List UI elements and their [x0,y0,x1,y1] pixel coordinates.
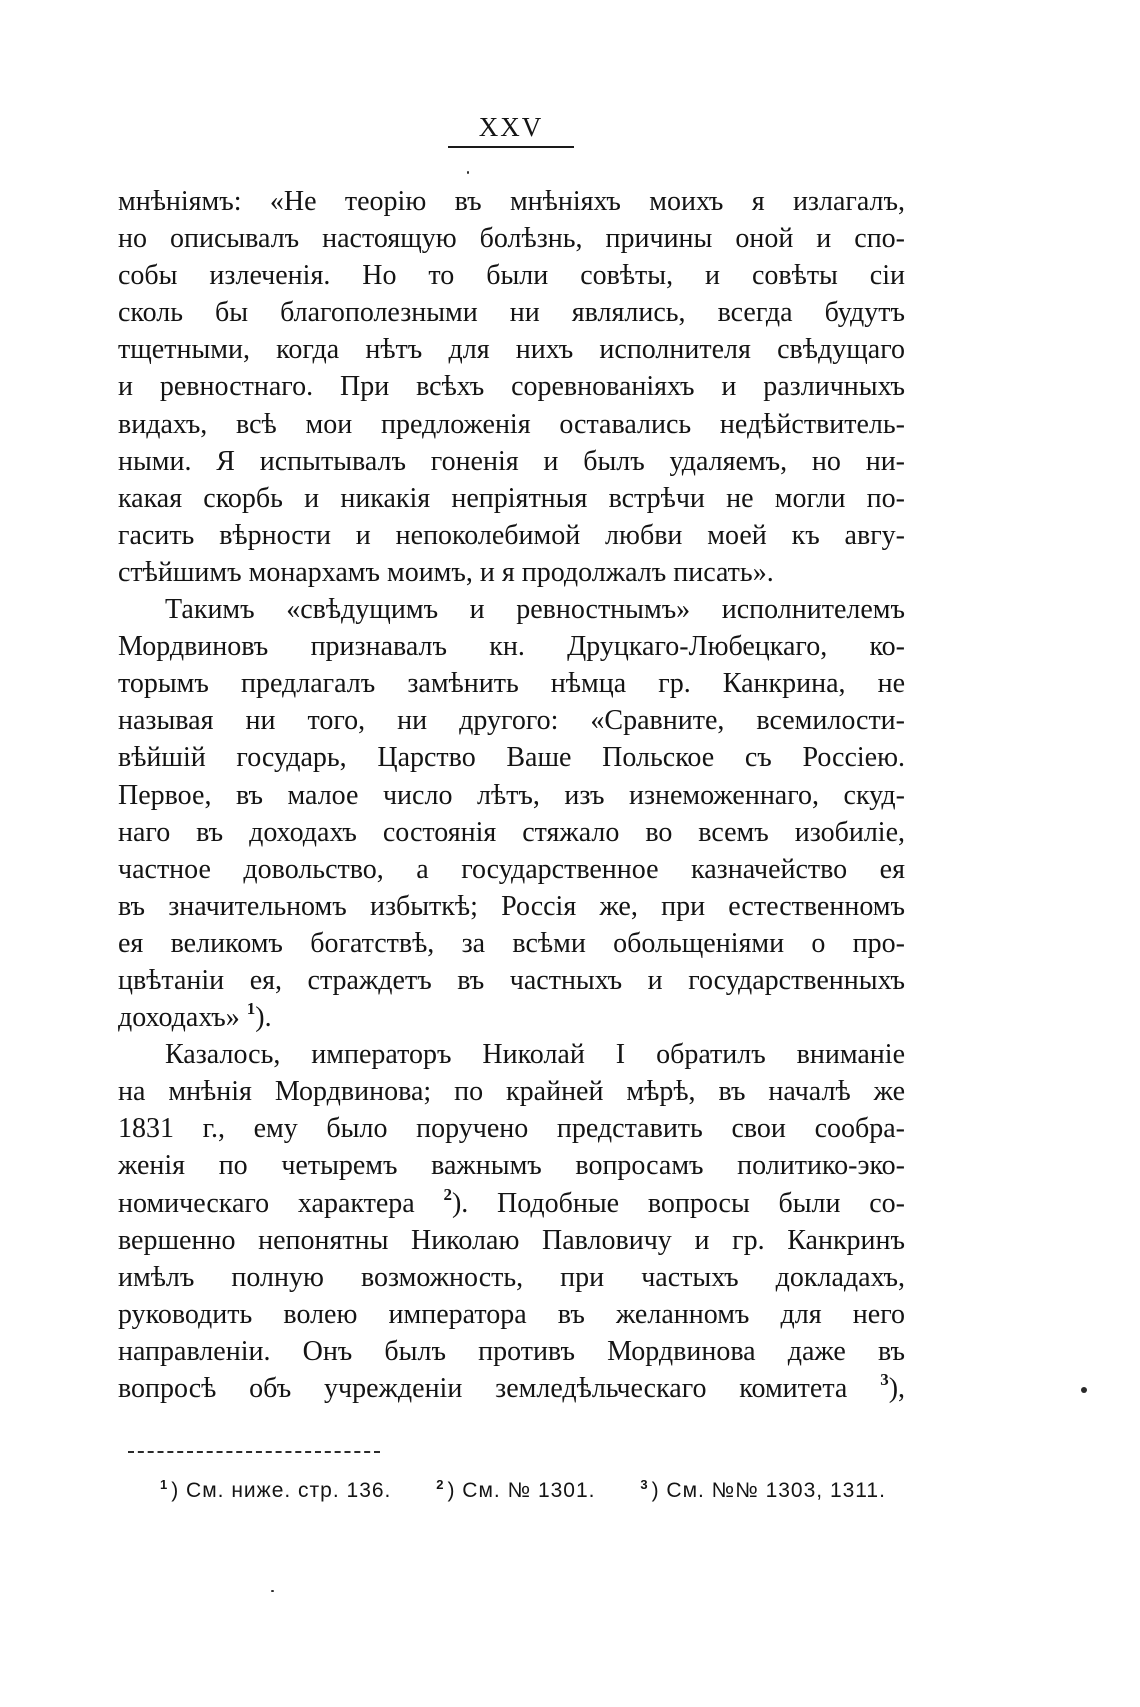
text-line: но описывалъ настоящую болѣзнь, причины оной и спо- [118,223,905,255]
text-line: вершенно непонятны Николаю Павловичу и гр. Канкринъ [118,1224,905,1256]
text-line: собы излеченія. Но то были совѣты, и совѣты сіи [118,260,905,292]
text-line: какая скорбь и никакія непріятныя встрѣчи не могли по- [118,482,905,514]
text-line: частное довольство, а государственное казначейство ея [118,853,905,885]
text-fragment: ). [255,1002,272,1034]
text-line: торымъ предлагалъ замѣнить нѣмца гр. Канкрина, не [118,668,905,700]
text-line: называя ни того, ни другого: «Сравните, всемилости- [118,705,905,737]
footnote-mark: 2 [436,1477,445,1492]
page-number: XXV [478,112,544,142]
text-line: Такимъ «свѣдущимъ и ревностнымъ» исполнителемъ [165,594,905,626]
text-line: Мордвиновъ признавалъ кн. Друцкаго-Любецкаго, ко- [118,631,905,663]
text-line: вѣйшій государь, Царство Ваше Польское съ Россіею. [118,742,905,774]
footnotes [160,1476,905,1506]
text-line: стѣйшимъ монархамъ моимъ, и я продолжалъ писать». [118,556,774,588]
text-fragment: вопросѣ объ учрежденіи земледѣльческаго комитета [118,1373,848,1404]
text-line: мнѣніямъ: «Не теорію въ мнѣніяхъ моихъ я излагалъ, [118,186,905,217]
text-line: ея великомъ богатствѣ, за всѣми обольщеніями о про- [118,927,905,959]
footnote-mark: 3 [640,1477,649,1492]
text-line: направленіи. Онъ былъ противъ Мордвинова даже въ [118,1335,905,1367]
text-line: наго въ доходахъ состоянія стяжало во всемъ изобиліе, [118,816,905,848]
footnote-text: ) См. №№ 1303, 1311. [651,1479,886,1502]
text-line: гасить вѣрности и непоколебимой любви моей къ авгу- [118,519,905,551]
text-line: Первое, въ малое число лѣтъ, изъ изнеможеннаго, скуд- [118,779,905,811]
footnote-text: ) См. ниже. стр. 136. [171,1479,392,1502]
footnote-2 [436,1476,595,1506]
footnote-separator [128,1451,380,1453]
text-line: имѣлъ полную возможность, при частыхъ докладахъ, [118,1261,905,1293]
text-line: въ значительномъ избыткѣ; Россія же, при естественномъ [118,890,905,922]
text-line: Казалось, императоръ Николай I обратилъ вниманіе [165,1039,905,1071]
text-line: видахъ, всѣ мои предложенія оставались недѣйствитель- [118,408,905,440]
text-block [118,183,905,1407]
scan-speck [467,171,469,174]
footnote-reference[interactable]: 1 [246,999,256,1019]
footnote-3 [640,1476,886,1506]
scan-speck [271,1590,274,1592]
text-line: ными. Я испытывалъ гоненія и былъ удаляемъ, но ни- [118,445,905,477]
text-line: 1831 г., ему было поручено представить свои сообра- [118,1113,905,1145]
text-line: руководить волею императора въ желанномъ для него [118,1298,905,1330]
text-line: и ревностнаго. При всѣхъ соревнованіяхъ и различныхъ [118,371,905,403]
text-fragment: ), [888,1373,906,1404]
footnote-reference[interactable]: 2 [443,1184,452,1204]
text-line: цвѣтаніи ея, страждетъ въ частныхъ и государственныхъ [118,964,905,996]
footnote-1 [160,1476,391,1506]
footnote-reference[interactable]: 3 [880,1370,889,1389]
text-fragment: номическаго характера [118,1187,415,1219]
text-line: тщетными, когда нѣтъ для нихъ исполнителя свѣдущаго [118,334,905,366]
scan-speck [1081,1387,1087,1393]
page-number-rule [448,146,574,148]
footnote-text: ) См. № 1301. [447,1479,596,1502]
text-line: на мнѣнія Мордвинова; по крайней мѣрѣ, въ началѣ же [118,1076,905,1108]
text-fragment: ). Подобные вопросы были со- [451,1187,905,1219]
text-fragment: доходахъ» [118,1002,240,1034]
footnote-mark: 1 [160,1477,169,1492]
text-line: женія по четыремъ важнымъ вопросамъ политико-эко- [118,1150,905,1182]
text-line [118,999,905,1036]
text-line [118,1185,905,1222]
text-line [118,1370,905,1407]
text-line: сколь бы благополезными ни являлись, всегда будутъ [118,297,905,329]
